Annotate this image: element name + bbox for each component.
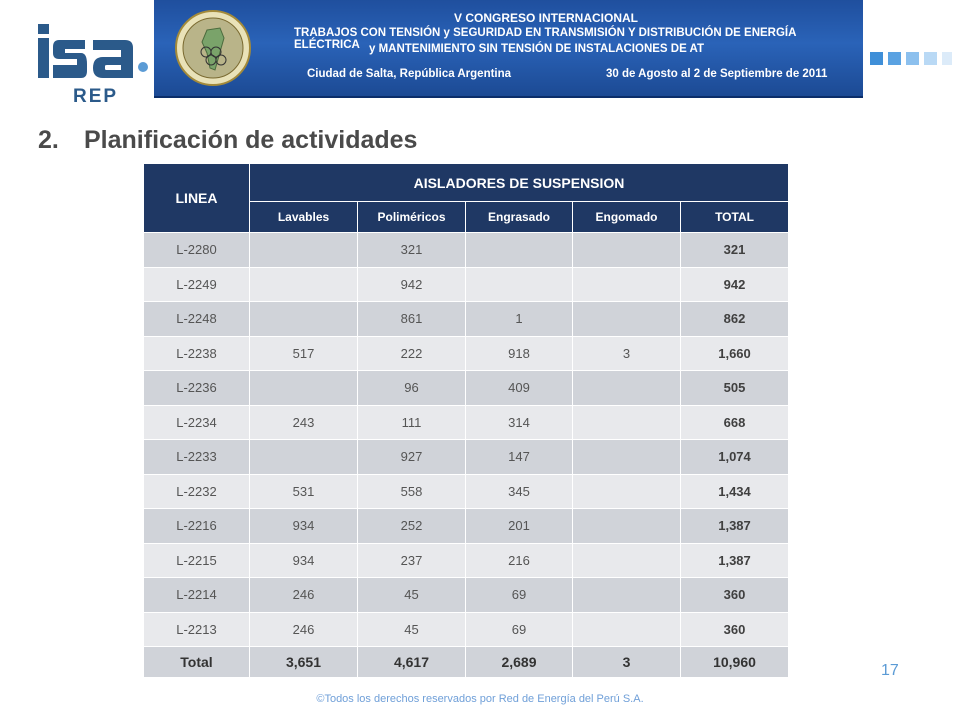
cell-lavables xyxy=(250,302,358,337)
cell-polimericos: 96 xyxy=(358,371,466,406)
cell-engrasado: 409 xyxy=(466,371,573,406)
deco-square xyxy=(924,52,937,65)
insulators-table xyxy=(143,163,789,678)
cell-engrasado: 147 xyxy=(466,440,573,475)
section-title-text: Planificación de actividades xyxy=(84,126,418,154)
cell-engomado xyxy=(573,405,681,440)
cell-polimericos: 252 xyxy=(358,509,466,544)
cell-lavables: 934 xyxy=(250,509,358,544)
copyright-footer: ©Todos los derechos reservados por Red de Energía del Perú S.A. xyxy=(316,693,644,705)
cell-engomado: 3 xyxy=(573,336,681,371)
cell-polimericos: 927 xyxy=(358,440,466,475)
table-row xyxy=(144,336,789,371)
cell-linea: L-2233 xyxy=(144,440,250,475)
col-lavables: Lavables xyxy=(250,202,358,233)
table-row xyxy=(144,612,789,647)
total-row xyxy=(144,647,789,678)
cell-engomado xyxy=(573,440,681,475)
cell-engrasado: 201 xyxy=(466,509,573,544)
deco-square xyxy=(870,52,883,65)
table-row xyxy=(144,509,789,544)
deco-square xyxy=(888,52,901,65)
total-label: Total xyxy=(144,647,250,678)
cell-total: 1,074 xyxy=(681,440,789,475)
table-row xyxy=(144,440,789,475)
col-engomado: Engomado xyxy=(573,202,681,233)
deco-square xyxy=(906,52,919,65)
cell-polimericos: 222 xyxy=(358,336,466,371)
total-lavables: 3,651 xyxy=(250,647,358,678)
cell-lavables: 531 xyxy=(250,474,358,509)
cell-total: 862 xyxy=(681,302,789,337)
cell-linea: L-2214 xyxy=(144,578,250,613)
cell-lavables xyxy=(250,267,358,302)
cell-lavables: 517 xyxy=(250,336,358,371)
cell-linea: L-2249 xyxy=(144,267,250,302)
banner-dates: 30 de Agosto al 2 de Septiembre de 2011 xyxy=(606,68,828,80)
col-polimericos: Poliméricos xyxy=(358,202,466,233)
cell-engrasado xyxy=(466,233,573,268)
cell-engomado xyxy=(573,474,681,509)
cell-engomado xyxy=(573,578,681,613)
congress-banner xyxy=(154,0,863,98)
banner-line-1: V CONGRESO INTERNACIONAL xyxy=(454,11,639,25)
cittes-emblem-icon xyxy=(174,8,252,88)
cell-linea: L-2215 xyxy=(144,543,250,578)
cell-lavables xyxy=(250,371,358,406)
table-row xyxy=(144,405,789,440)
total-engomado: 3 xyxy=(573,647,681,678)
cell-engrasado: 1 xyxy=(466,302,573,337)
cell-total: 1,387 xyxy=(681,543,789,578)
cell-lavables: 246 xyxy=(250,612,358,647)
table-row xyxy=(144,267,789,302)
cell-linea: L-2238 xyxy=(144,336,250,371)
total-polimericos: 4,617 xyxy=(358,647,466,678)
cell-engrasado: 69 xyxy=(466,612,573,647)
cell-engomado xyxy=(573,612,681,647)
cell-lavables xyxy=(250,440,358,475)
cell-linea: L-2280 xyxy=(144,233,250,268)
cell-lavables xyxy=(250,233,358,268)
cell-engomado xyxy=(573,371,681,406)
table-row xyxy=(144,474,789,509)
cell-polimericos: 861 xyxy=(358,302,466,337)
table-row xyxy=(144,578,789,613)
cell-polimericos: 111 xyxy=(358,405,466,440)
cell-polimericos: 942 xyxy=(358,267,466,302)
table-row xyxy=(144,233,789,268)
cell-linea: L-2232 xyxy=(144,474,250,509)
deco-square xyxy=(942,52,952,65)
cell-polimericos: 45 xyxy=(358,578,466,613)
cell-linea: L-2236 xyxy=(144,371,250,406)
col-total: TOTAL xyxy=(681,202,789,233)
cell-total: 321 xyxy=(681,233,789,268)
cell-total: 1,660 xyxy=(681,336,789,371)
cell-engomado xyxy=(573,543,681,578)
cell-polimericos: 321 xyxy=(358,233,466,268)
table-row xyxy=(144,543,789,578)
cell-total: 360 xyxy=(681,612,789,647)
cell-engomado xyxy=(573,509,681,544)
total-engrasado: 2,689 xyxy=(466,647,573,678)
cell-engrasado: 314 xyxy=(466,405,573,440)
cell-polimericos: 45 xyxy=(358,612,466,647)
cell-linea: L-2213 xyxy=(144,612,250,647)
cell-engomado xyxy=(573,267,681,302)
logo-rep-text: REP xyxy=(73,86,119,107)
cell-lavables: 246 xyxy=(250,578,358,613)
cell-total: 668 xyxy=(681,405,789,440)
cell-engrasado: 69 xyxy=(466,578,573,613)
cell-linea: L-2248 xyxy=(144,302,250,337)
cell-polimericos: 558 xyxy=(358,474,466,509)
cell-engomado xyxy=(573,302,681,337)
section-number: 2. xyxy=(38,126,59,154)
cell-lavables: 934 xyxy=(250,543,358,578)
section-title xyxy=(38,126,417,155)
col-engrasado: Engrasado xyxy=(466,202,573,233)
table-row xyxy=(144,302,789,337)
cell-polimericos: 237 xyxy=(358,543,466,578)
cell-engrasado: 216 xyxy=(466,543,573,578)
cell-total: 1,387 xyxy=(681,509,789,544)
cell-engrasado: 345 xyxy=(466,474,573,509)
banner-line-3: y MANTENIMIENTO SIN TENSIÓN DE INSTALACIONES DE AT xyxy=(369,43,705,55)
cell-engomado xyxy=(573,233,681,268)
total-total: 10,960 xyxy=(681,647,789,678)
cell-linea: L-2216 xyxy=(144,509,250,544)
cell-engrasado: 918 xyxy=(466,336,573,371)
cell-total: 942 xyxy=(681,267,789,302)
banner-line-2: TRABAJOS CON TENSIÓN y SEGURIDAD EN TRANSMISIÓN Y DISTRIBUCIÓN DE ENERGÍA ELÉCTRICA xyxy=(294,27,797,51)
cell-linea: L-2234 xyxy=(144,405,250,440)
cell-total: 360 xyxy=(681,578,789,613)
table-row xyxy=(144,371,789,406)
cell-lavables: 243 xyxy=(250,405,358,440)
header-aisladores: AISLADORES DE SUSPENSION xyxy=(250,164,789,202)
banner-location: Ciudad de Salta, República Argentina xyxy=(307,68,512,80)
header-linea: LINEA xyxy=(144,164,250,233)
cell-total: 505 xyxy=(681,371,789,406)
cell-total: 1,434 xyxy=(681,474,789,509)
page-number: 17 xyxy=(881,662,899,679)
cell-engrasado xyxy=(466,267,573,302)
isa-rep-logo xyxy=(35,22,155,112)
